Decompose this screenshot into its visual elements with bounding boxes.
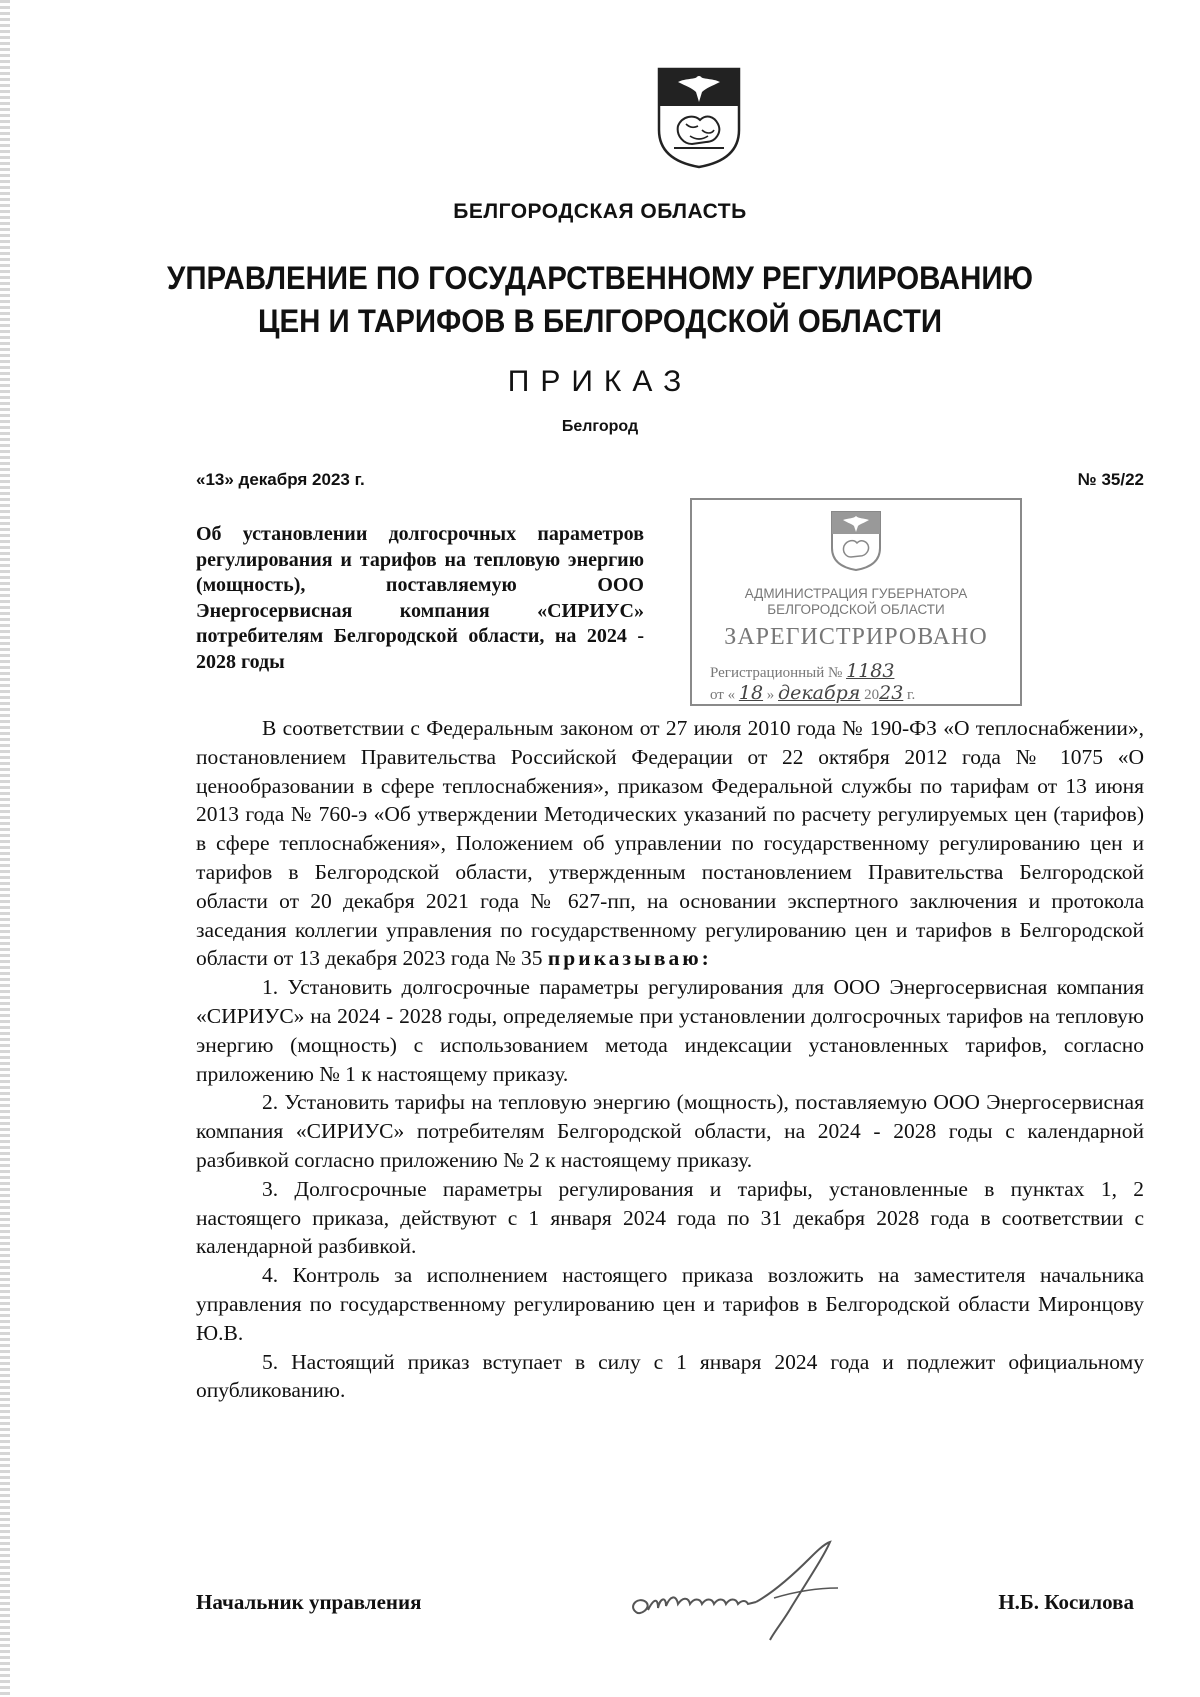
order-item: 5. Настоящий приказ вступает в силу с 1 января 2024 года и подлежит официальному опубликованию.	[196, 1349, 1144, 1403]
order-item: 4. Контроль за исполнением настоящего приказа возложить на заместителя начальника управления по государственному регулированию цен и тарифов в Белгородской области Миронцову Ю.В.	[196, 1263, 1144, 1345]
stamp-organization-line2: БЕЛГОРОДСКОЙ ОБЛАСТИ	[767, 602, 945, 617]
stamp-emblem-icon	[830, 510, 882, 572]
stamp-year-prefix: 20	[864, 687, 880, 703]
scan-edge	[0, 0, 10, 1697]
order-subject: Об установлении долгосрочных параметров регулирования и тарифов на тепловую энергию (мощность), поставляемую ООО Энергосервисная компания «СИРИУС» потребителям Белгородской области, на 2024 - 2028 годы	[196, 523, 644, 673]
stamp-reg-label: Регистрационный №	[710, 665, 843, 681]
stamp-month: декабря	[778, 682, 861, 704]
signatory-title: Начальник управления	[196, 1590, 422, 1614]
preamble-paragraph	[196, 714, 1144, 973]
agency-name-line2: ЦЕН И ТАРИФОВ В БЕЛГОРОДСКОЙ ОБЛАСТИ	[257, 303, 943, 339]
stamp-reg-number: 1183	[846, 660, 895, 682]
order-body	[196, 714, 1144, 1405]
city-label: Белгород	[561, 418, 639, 435]
order-number: № 35/22	[1077, 470, 1144, 489]
order-item: 3. Долгосрочные параметры регулирования и тарифы, установленные в пунктах 1, 2 настоящего приказа, действуют с 1 января 2024 года по 31 декабря 2028 года в соответствии с календарной разбивкой.	[196, 1176, 1144, 1259]
stamp-organization-line1: АДМИНИСТРАЦИЯ ГУБЕРНАТОРА	[744, 586, 968, 601]
handwritten-signature	[624, 1536, 848, 1646]
order-item: 1. Установить долгосрочные параметры регулирования для ООО Энергосервисная компания «СИРИУС» на 2024 - 2028 годы, определяемые при установлении долгосрочных тарифов на тепловую энергию (мощность) с использованием метода индексации установленных тарифов, согласно приложению № 1 к настоящему приказу.	[196, 975, 1144, 1086]
order-item: 2. Установить тарифы на тепловую энергию (мощность), поставляемую ООО Энергосервисная компания «СИРИУС» потребителям Белгородской области, на 2024 - 2028 годы с календарной разбивкой согласно приложению № 2 к настоящему приказу.	[196, 1090, 1144, 1172]
region-heading: БЕЛГОРОДСКАЯ ОБЛАСТЬ	[453, 200, 747, 223]
stamp-date-prefix: от «	[710, 687, 736, 703]
stamp-year-end: г.	[907, 687, 916, 703]
signatory-name: Н.Б. Косилова	[998, 1590, 1134, 1614]
stamp-day: 18	[738, 682, 764, 704]
agency-name	[48, 257, 1152, 343]
stamp-reg-number-line	[710, 660, 894, 682]
registration-stamp	[690, 498, 1022, 706]
stamp-date-line	[710, 682, 915, 704]
preamble-text: В соответствии с Федеральным законом от 27 июля 2010 года № 190-ФЗ «О теплоснабжении», постановлением Правительства Российской Федерации от 22 октября 2012 года № 1075 «О ценообразовании в сфере теплоснабжения», приказом Федеральной службы по тарифам от 13 июня 2013 года № 760-э «Об утверждении Методических указаний по расчету регулируемых цен (тарифов) в сфере теплоснабжения», Положением об управлении по государственному регулированию цен и тарифов в Белгородской области, утвержденным постановлением Правительства Белгородской области от 20 декабря 2021 года № 627-пп, на основании экспертного заключения и протокола заседания коллегии управления по государственному регулированию цен и тарифов в Белгородской области от 13 декабря 2023 года № 35	[196, 716, 1144, 971]
coat-of-arms-icon	[656, 66, 742, 170]
stamp-registered-label: ЗАРЕГИСТРИРОВАНО	[724, 624, 988, 650]
stamp-date-mid: »	[766, 687, 775, 703]
document-title: ПРИКАЗ	[507, 365, 693, 398]
agency-name-line1: УПРАВЛЕНИЕ ПО ГОСУДАРСТВЕННОМУ РЕГУЛИРОВАНИЮ	[167, 260, 1033, 296]
order-word: приказываю:	[547, 946, 712, 971]
stamp-organization	[692, 586, 1020, 618]
order-date: «13» декабря 2023 г.	[196, 470, 365, 489]
stamp-year-suffix: 23	[879, 682, 904, 704]
